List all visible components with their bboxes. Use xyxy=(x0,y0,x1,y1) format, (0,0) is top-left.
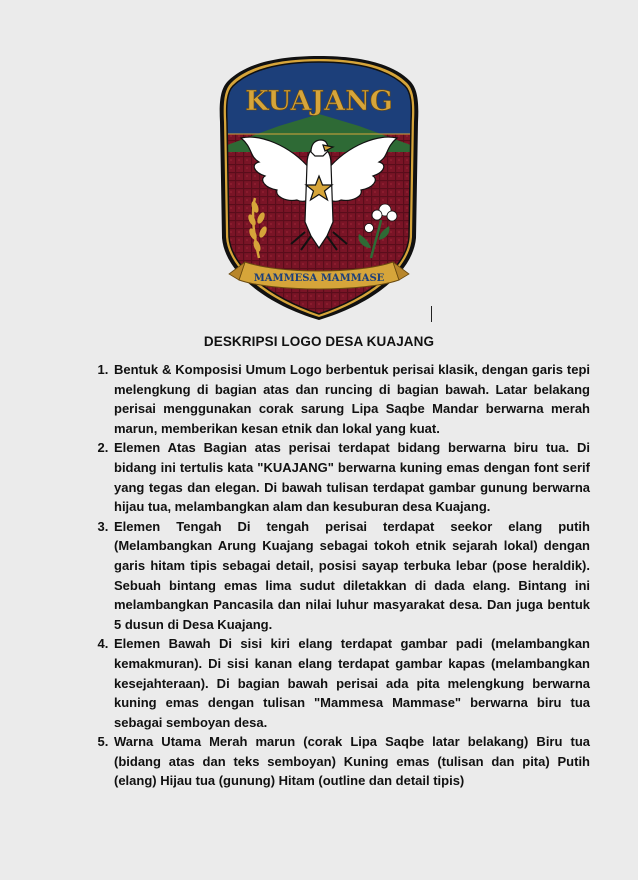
logo-ribbon-text: MAMMESA MAMMASE xyxy=(253,273,385,284)
list-item: 5. Warna Utama Merah marun (corak Lipa Saqbe latar belakang) Biru tua (bidang atas dan teks semboyan) Kuning emas (tulisan dan pita) Putih (elang) Hijau tua (gunung) Hitam (outline dan detail tipis) xyxy=(112,732,590,791)
document-title: DESKRIPSI LOGO DESA KUAJANG xyxy=(203,334,435,349)
list-item: 2. Elemen Atas Bagian atas perisai terdapat bidang berwarna biru tua. Di bidang ini tertulis kata "KUAJANG" berwarna kuning emas dengan font serif yang tegas dan elegan. Di bawah tulisan terdapat gambar gunung berwarna hijau tua, melambangkan alam dan kesuburan desa Kuajang. xyxy=(112,438,590,516)
description-list xyxy=(90,360,590,791)
list-item: 1. Bentuk & Komposisi Umum Logo berbentuk perisai klasik, dengan garis tepi melengkung di bagian atas dan runcing di bagian bawah. Latar belakang perisai menggunakan corak sarung Lipa Saqbe Mandar berwarna merah marun, memberikan kesan etnik dan lokal yang kuat. xyxy=(112,360,590,438)
text-cursor xyxy=(431,306,432,322)
kuajang-shield-logo xyxy=(219,52,419,322)
list-item: 3. Elemen Tengah Di tengah perisai terdapat seekor elang putih (Melambangkan Arung Kuajang sebagai tokoh etnik sejarah lokal) dengan garis hitam tipis sebagai detail, posisi sayap terbuka lebar (pose heraldik). Sebuah bintang emas lima sudut diletakkan di dada elang. Bintang ini melambangkan Pancasila dan nilai luhur masyarakat desa. Dan juga bentuk 5 dusun di Desa Kuajang. xyxy=(112,517,590,635)
list-item: 4. Elemen Bawah Di sisi kiri elang terdapat gambar padi (melambangkan kemakmuran). Di sisi kanan elang terdapat gambar kapas (melambangkan kesejahteraan). Di bagian bawah perisai ada pita melengkung berwarna kuning emas dengan tulisan "Mammesa Mammase" berwarna biru tua sebagai semboyan desa. xyxy=(112,634,590,732)
logo-top-text: KUAJANG xyxy=(245,86,393,117)
